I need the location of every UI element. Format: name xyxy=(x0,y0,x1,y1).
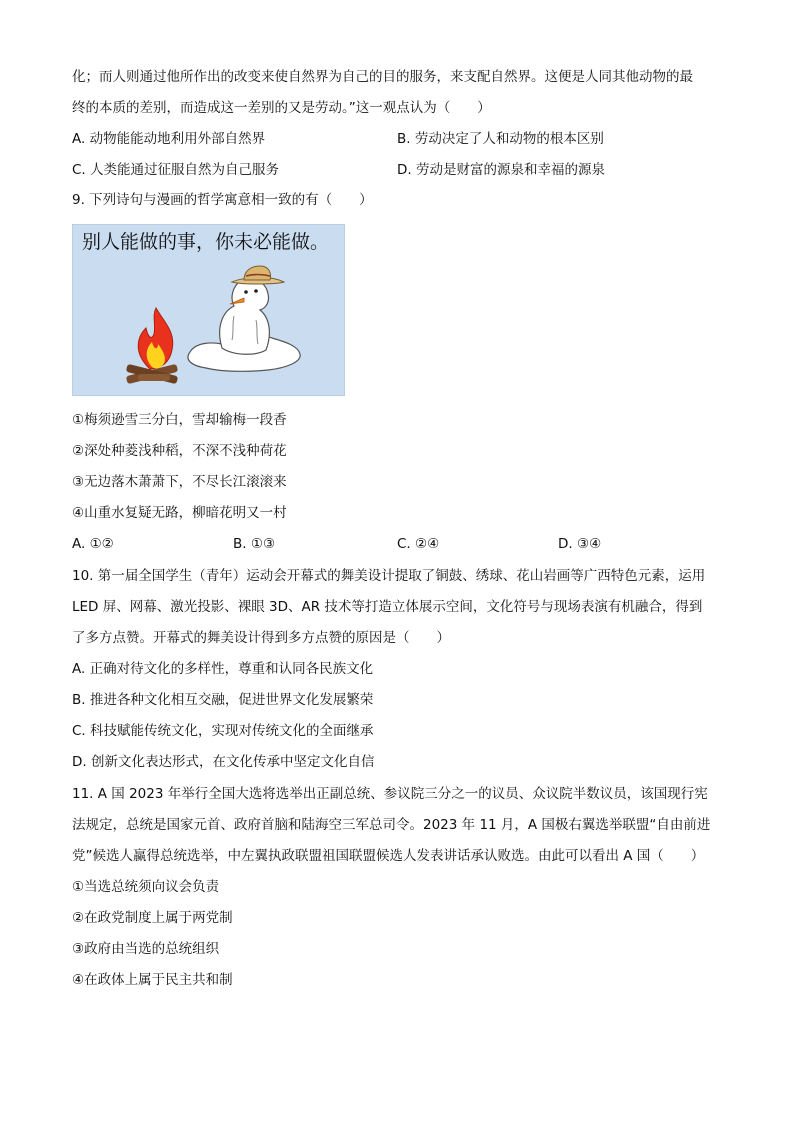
q9-option-a[interactable]: A. ①② xyxy=(72,536,114,552)
q9-item-3: ③无边落木萧萧下，不尽长江滚滚来 xyxy=(72,474,287,490)
q10-option-c[interactable]: C. 科技赋能传统文化，实现对传统文化的全面继承 xyxy=(72,723,374,739)
q11-item-2: ②在政党制度上属于两党制 xyxy=(72,910,233,926)
q10-option-b[interactable]: B. 推进各种文化相互交融，促进世界文化发展繁荣 xyxy=(72,692,374,708)
q9-item-2: ②深处种菱浅种稻，不深不浅种荷花 xyxy=(72,443,287,459)
snowman-cartoon xyxy=(72,224,345,396)
q8-option-d[interactable]: D. 劳动是财富的源泉和幸福的源泉 xyxy=(397,162,605,178)
q11-item-4: ④在政体上属于民主共和制 xyxy=(72,972,233,988)
q9-item-4: ④山重水复疑无路，柳暗花明又一村 xyxy=(72,505,287,521)
q8-stem-line-2: 终的本质的差别，而造成这一差别的又是劳动。”这一观点认为（ ） xyxy=(72,100,491,116)
q11-item-1: ①当选总统须向议会负责 xyxy=(72,879,220,895)
q9-option-c[interactable]: C. ②④ xyxy=(397,536,440,552)
q8-option-c[interactable]: C. 人类能通过征服自然为自己服务 xyxy=(72,162,280,178)
q10-stem-line-3: 了多方点赞。开幕式的舞美设计得到多方点赞的原因是（ ） xyxy=(72,630,450,646)
q11-item-3: ③政府由当选的总统组织 xyxy=(72,941,220,957)
q9-item-1: ①梅须逊雪三分白，雪却输梅一段香 xyxy=(72,412,287,428)
cartoon-caption: 别人能做的事，你未必能做。 xyxy=(82,231,330,253)
q10-stem-line-1: 10. 第一届全国学生（青年）运动会开幕式的舞美设计提取了铜鼓、绣球、花山岩画等广西特色元素，运用 xyxy=(72,568,706,584)
q11-stem-line-1: 11. A 国 2023 年举行全国大选将选举出正副总统、参议院三分之一的议员、众议院半数议员，该国现行宪 xyxy=(72,786,708,802)
q8-option-a[interactable]: A. 动物能能动地利用外部自然界 xyxy=(72,131,266,147)
q10-option-a[interactable]: A. 正确对待文化的多样性，尊重和认同各民族文化 xyxy=(72,661,374,677)
q9-option-d[interactable]: D. ③④ xyxy=(558,536,602,552)
q8-option-b[interactable]: B. 劳动决定了人和动物的根本区别 xyxy=(397,131,604,147)
q11-stem-line-3: 党”候选人赢得总统选举，中左翼执政联盟祖国联盟候选人发表讲话承认败选。由此可以看出 A 国（ ） xyxy=(72,848,705,864)
q9-stem: 9. 下列诗句与漫画的哲学寓意相一致的有（ ） xyxy=(72,192,373,208)
q11-stem-line-2: 法规定，总统是国家元首、政府首脑和陆海空三军总司令。2023 年 11 月，A 国极右翼选举联盟“自由前进 xyxy=(72,817,711,833)
q10-option-d[interactable]: D. 创新文化表达形式，在文化传承中坚定文化自信 xyxy=(72,754,375,770)
q9-option-b[interactable]: B. ①③ xyxy=(233,536,276,552)
q10-stem-line-2: LED 屏、网幕、激光投影、裸眼 3D、AR 技术等打造立体展示空间，文化符号与现场表演有机融合，得到 xyxy=(72,599,703,615)
q8-stem-line-1: 化；而人则通过他所作出的改变来使自然界为自己的目的服务，来支配自然界。这便是人同其他动物的最 xyxy=(72,69,693,85)
